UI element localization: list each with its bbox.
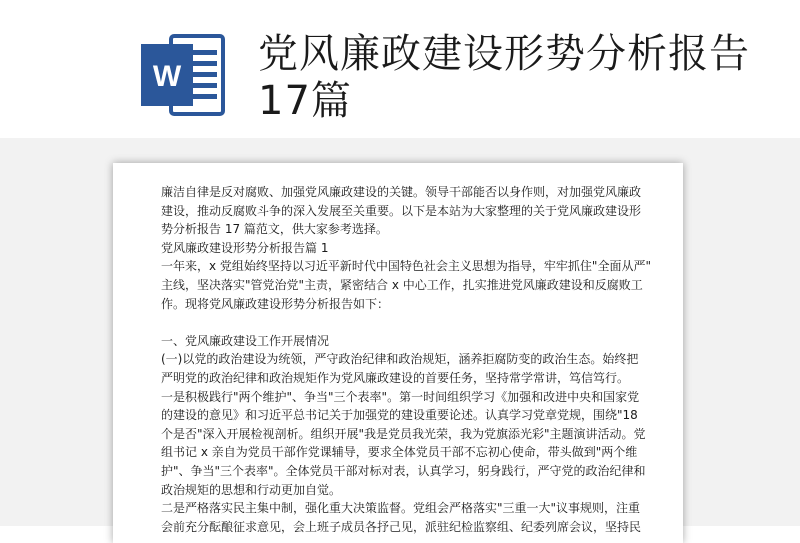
document-line: 势分析报告 17 篇范文，供大家参考选择。 [161, 222, 388, 237]
document-line: 政治规矩的思想和行动更加自觉。 [161, 482, 342, 497]
page-title: 党风廉政建设形势分析报告17篇 [258, 31, 750, 124]
document-line: 一是积极践行"两个维护"、争当"三个表率"。第一时间组织学习《加强和改进中央和国家党 [161, 389, 640, 404]
document-line: 一、党风廉政建设工作开展情况 [161, 333, 330, 348]
document-line: 会前充分酝酿征求意见，会上班子成员各抒己见，派驻纪检监察组、纪委列席会议，坚持民 [161, 519, 642, 534]
document-line: 党风廉政建设形势分析报告篇 1 [161, 240, 329, 255]
document-line: 主线，坚决落实"管党治党"主责，紧密结合 x 中心工作，扎实推进党风廉政建设和反腐败工 [161, 277, 643, 292]
document-line: 的建设的意见》和习近平总书记关于加强党的建设重要论述。认真学习党章党规，围绕"18 [161, 408, 638, 423]
document-line: 作。现将党风廉政建设形势分析报告如下： [161, 296, 390, 311]
document-line: 组书记 x 亲自为党员干部作党课辅导，要求全体党员干部不忘初心使命，带头做到"两个维 [161, 445, 638, 460]
blank-line [161, 313, 641, 332]
document-body [161, 183, 651, 536]
document-line: 个是否"深入开展检视剖析。组织开展"我是党员我光荣，我为党旗添光彩"主题演讲活动。党 [161, 426, 646, 441]
document-line: 廉洁自律是反对腐败、加强党风廉政建设的关键。领导干部能否以身作则，对加强党风廉政 [161, 185, 642, 199]
header [0, 0, 800, 138]
document-line: 二是严格落实民主集中制，强化重大决策监督。党组会严格落实"三重一大"议事规则，注重 [161, 501, 641, 516]
document-line: 护"、争当"三个表率"。全体党员干部对标对表，认真学习，躬身践行，严守党的政治纪律和 [161, 463, 646, 478]
document-line: 一年来，x 党组始终坚持以习近平新时代中国特色社会主义思想为指导，牢牢抓住"全面从严" [161, 259, 651, 274]
document-line: 严明党的政治纪律和政治规矩作为党风廉政建设的首要任务，坚持常学常讲，笃信笃行。 [161, 370, 630, 385]
document-line: (一)以党的政治建设为统领，严守政治纪律和政治规矩，涵养拒腐防变的政治生态。始终把 [161, 352, 639, 367]
word-document-icon [135, 30, 230, 120]
word-letter: W [152, 60, 182, 93]
document-line: 建设，推动反腐败斗争的深入发展至关重要。以下是本站为大家整理的关于党风廉政建设形 [161, 203, 642, 218]
